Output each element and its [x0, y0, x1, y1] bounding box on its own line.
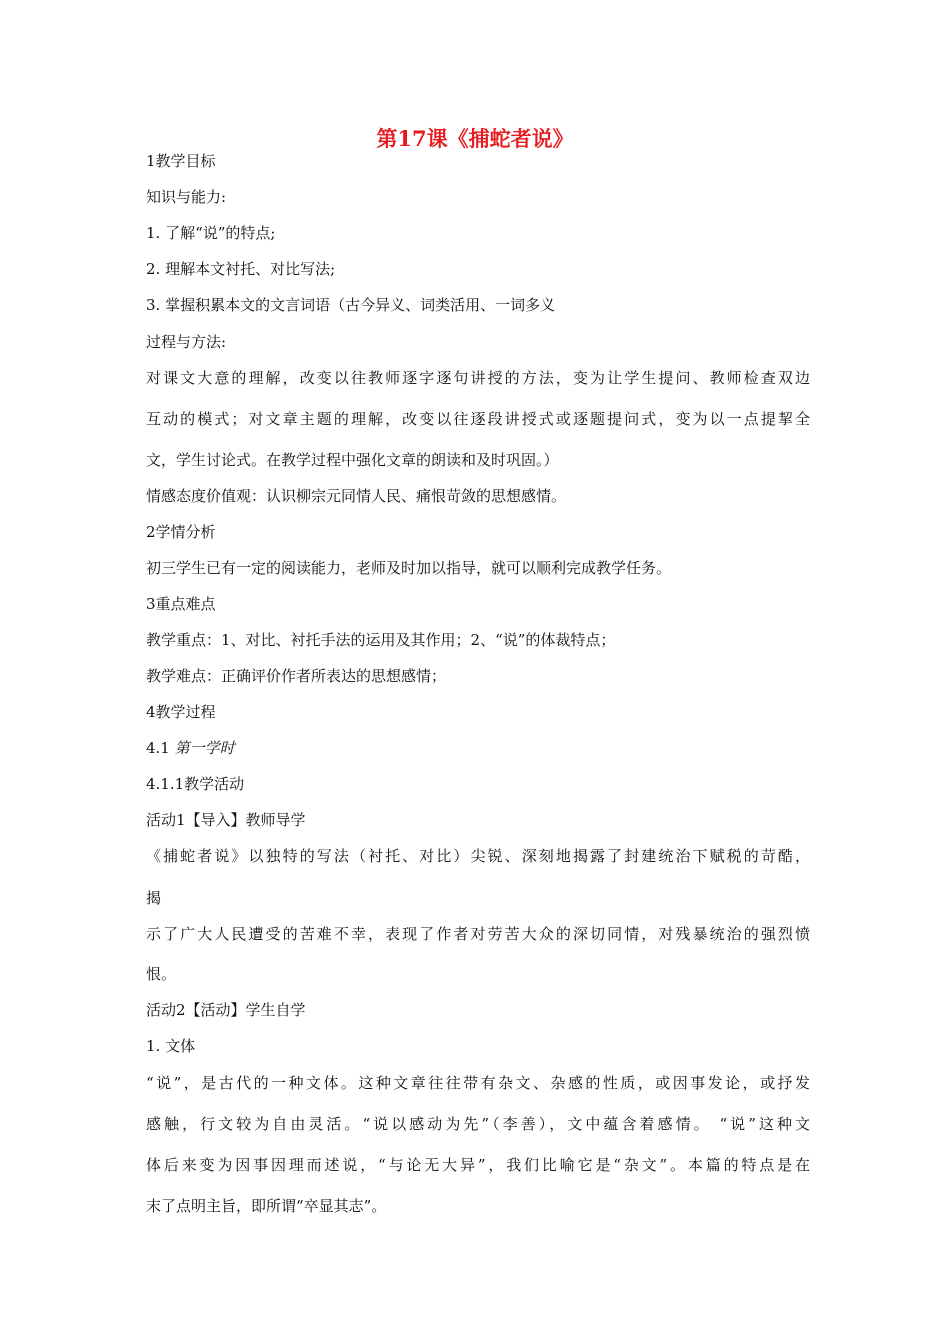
- paragraph-line: 教学重点：1、对比、衬托手法的运用及其作用；2、“说”的体裁特点；: [146, 631, 616, 649]
- list-item: 1. 文体: [146, 1037, 196, 1055]
- paragraph-line: 示了广大人民遭受的苦难不幸，表现了作者对劳苦大众的深切同情，对残暴统治的强烈愤: [146, 925, 810, 943]
- subsection-heading: 4.1.1教学活动: [146, 775, 245, 793]
- activity-heading: 活动1【导入】教师导学: [146, 811, 306, 829]
- paragraph-line: 体后来变为因事因理而述说，“与论无大异”，我们比喻它是“杂文”。本篇的特点是在: [146, 1156, 810, 1174]
- subsection-number: 4.1: [146, 739, 175, 757]
- paragraph-line: 恨。: [146, 965, 177, 983]
- paragraph-line: 对课文大意的理解，改变以往教师逐字逐句讲授的方法，变为让学生提问、教师检查双边: [146, 369, 810, 387]
- paragraph-line: 揭: [146, 889, 162, 907]
- section-heading-objectives: 1教学目标: [146, 152, 216, 170]
- list-item: 2. 理解本文衬托、对比写法;: [146, 260, 336, 278]
- section-heading-analysis: 2学情分析: [146, 523, 216, 541]
- paragraph-line: 初三学生已有一定的阅读能力，老师及时加以指导，就可以顺利完成教学任务。: [146, 559, 672, 577]
- list-item: 3. 掌握积累本文的文言词语（古今异义、词类活用、一词多义: [146, 296, 556, 314]
- paragraph-line: 末了点明主旨，即所谓“卒显其志”。: [146, 1197, 387, 1215]
- paragraph-line: 《捕蛇者说》以独特的写法（衬托、对比）尖锐、深刻地揭露了封建统治下赋税的苛酷，: [146, 847, 810, 865]
- paragraph-line: “说”，是古代的一种文体。这种文章往往带有杂文、杂感的性质，或因事发论，或抒发: [146, 1074, 810, 1092]
- subsection-heading: [146, 737, 810, 759]
- paragraph-line: 情感态度价值观：认识柳宗元同情人民、痛恨苛敛的思想感情。: [146, 487, 567, 505]
- paragraph-line: 教学难点：正确评价作者所表达的思想感情；: [146, 667, 447, 685]
- subheading-knowledge-ability: 知识与能力:: [146, 188, 227, 206]
- section-heading-process: 4教学过程: [146, 703, 216, 721]
- list-item: 1. 了解“说”的特点;: [146, 224, 276, 242]
- paragraph-line: 感触，行文较为自由灵活。“说以感动为先”（李善），文中蕴含着感情。 “说”这种文: [146, 1115, 810, 1133]
- paragraph-line: 互动的模式；对文章主题的理解，改变以往逐段讲授式或逐题提问式，变为以一点提挈全: [146, 410, 810, 428]
- subheading-process-method: 过程与方法:: [146, 333, 227, 351]
- activity-heading: 活动2【活动】学生自学: [146, 1001, 306, 1019]
- paragraph-line: 文，学生讨论式。在教学过程中强化文章的朗读和及时巩固。）: [146, 451, 559, 469]
- subsection-title: 第一学时: [174, 739, 235, 757]
- section-heading-key-points: 3重点难点: [146, 595, 216, 613]
- page-title: 第17课《捕蛇者说》: [376, 126, 574, 151]
